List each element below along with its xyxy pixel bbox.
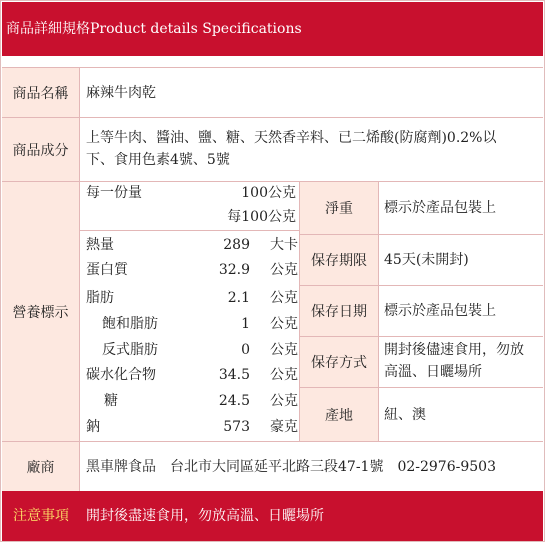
spec-title: 商品詳細規格Product details Specifications — [2, 2, 543, 56]
nutrient-unit: 豪克 — [270, 419, 298, 435]
nutrition-row — [2, 181, 543, 441]
nutrient-row — [86, 259, 298, 281]
notice-row — [2, 491, 543, 541]
product-name-value: 麻辣牛肉乾 — [86, 85, 156, 101]
nutrient-name: 反式脂肪 — [102, 342, 158, 358]
nutrient-row — [86, 234, 298, 256]
nutrient-amount: 573 — [223, 419, 250, 435]
manufacturer-label: 廠商 — [2, 442, 80, 491]
storage-method-line-1: 開封後儘速食用，勿放 — [384, 342, 524, 358]
ingredients-line-1: 上等牛肉、醬油、鹽、糖、天然香辛料、已二烯酸(防腐劑)0.2%以 — [86, 130, 497, 146]
serving-size-line — [86, 182, 298, 204]
nutrient-unit: 公克 — [270, 393, 298, 409]
nutrient-amount: 2.1 — [227, 290, 250, 306]
nutrient-amount: 32.9 — [218, 262, 250, 278]
nutrient-amount: 1 — [241, 316, 250, 332]
origin-value: 紐、澳 — [384, 407, 426, 423]
nutrient-unit: 大卡 — [270, 237, 298, 253]
product-name-label: 商品名稱 — [2, 68, 80, 117]
ingredients-label: 商品成分 — [2, 118, 80, 181]
nutrient-row — [86, 364, 298, 386]
nutrient-row — [86, 313, 298, 335]
shelf-life-label: 保存期限 — [299, 235, 379, 285]
serving-size-label: 每一份量 — [86, 185, 142, 201]
nutrient-amount: 0 — [241, 342, 250, 358]
nutrient-unit: 公克 — [270, 316, 298, 332]
nutrient-row — [86, 390, 298, 412]
per-100g-label: 每100公克 — [227, 209, 296, 225]
storage-date-value: 標示於產品包裝上 — [384, 303, 496, 319]
nutrient-name: 鈉 — [86, 419, 100, 435]
nutrient-unit: 公克 — [270, 262, 298, 278]
shelf-life-value: 45天(未開封) — [384, 252, 469, 268]
nutrition-label: 營養標示 — [2, 182, 80, 441]
ingredients-row — [2, 117, 543, 181]
nutrient-name: 脂肪 — [86, 290, 114, 306]
per-100g-line — [86, 206, 298, 228]
nutrient-name: 糖 — [104, 393, 118, 409]
nutrient-amount: 24.5 — [218, 393, 250, 409]
nutrient-row — [86, 287, 298, 309]
manufacturer-value: 黑車牌食品 台北市大同區延平北路三段47-1號 02-2976-9503 — [86, 459, 496, 475]
nutrient-name: 熱量 — [86, 237, 114, 253]
product-name-row — [2, 67, 543, 117]
net-weight-value: 標示於產品包裝上 — [384, 200, 496, 216]
ingredients-line-2: 下、食用色素4號、5號 — [86, 152, 230, 168]
nutrient-unit: 公克 — [270, 367, 298, 383]
notice-label: 注意事項 — [13, 508, 69, 524]
serving-size-value: 100公克 — [241, 185, 296, 201]
nutrient-name: 蛋白質 — [86, 262, 128, 278]
nutrient-row — [86, 416, 298, 438]
nutrient-unit: 公克 — [270, 290, 298, 306]
notice-text: 開封後盡速食用，勿放高溫、日曬場所 — [86, 508, 324, 524]
nutrition-facts — [80, 182, 299, 441]
net-weight-label: 淨重 — [299, 182, 379, 234]
nutrient-name: 飽和脂肪 — [102, 316, 158, 332]
origin-label: 產地 — [299, 388, 379, 442]
nutrient-row — [86, 339, 298, 361]
storage-date-label: 保存日期 — [299, 286, 379, 336]
nutrient-amount: 34.5 — [218, 367, 250, 383]
manufacturer-row — [2, 441, 543, 491]
storage-method-label: 保存方式 — [299, 337, 379, 387]
nutrient-amount: 289 — [223, 237, 250, 253]
nutrition-divider — [80, 230, 299, 231]
nutrient-unit: 公克 — [270, 342, 298, 358]
storage-method-line-2: 高溫、日曬場所 — [384, 364, 482, 380]
nutrient-name: 碳水化合物 — [86, 367, 156, 383]
